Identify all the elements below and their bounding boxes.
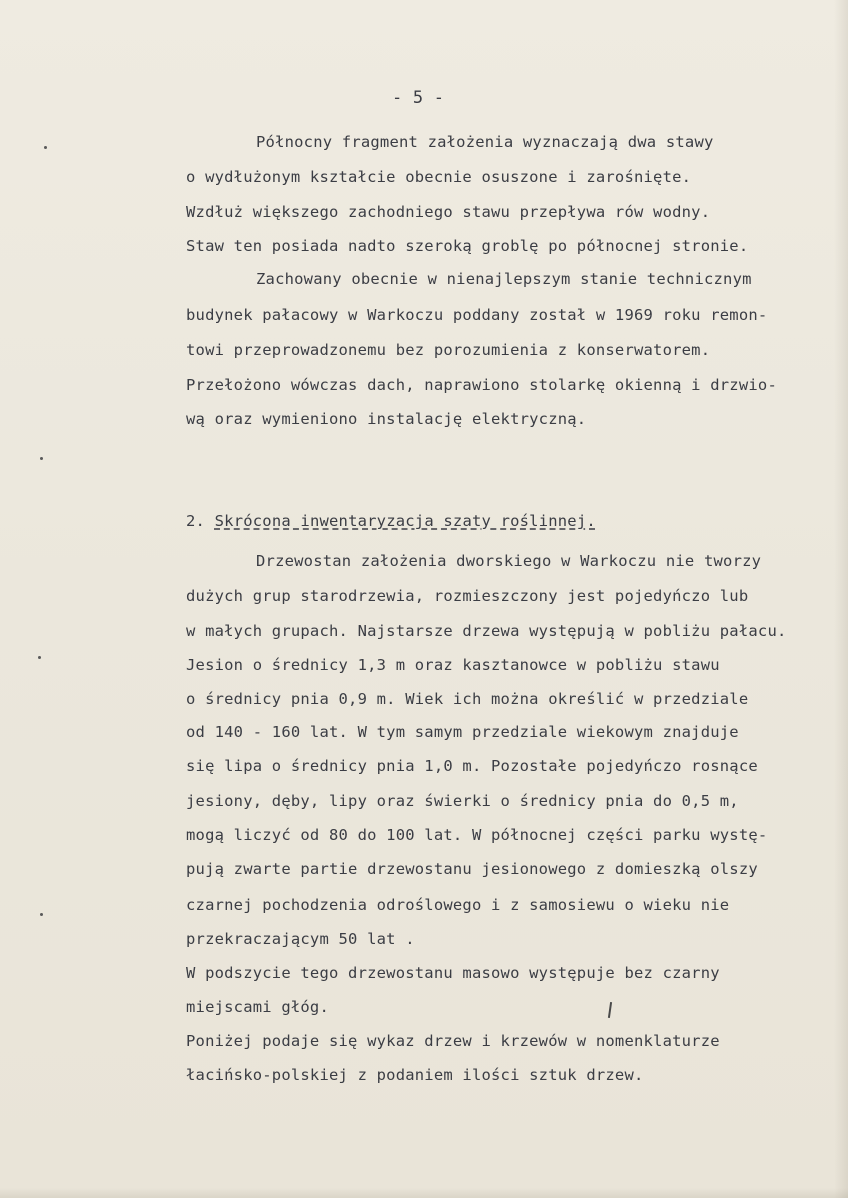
text-line: Drzewostan założenia dworskiego w Warkoczu nie tworzy [256,552,762,570]
text-line: Przełożono wówczas dach, naprawiono stolarkę okienną i drzwio- [186,376,777,394]
text-line: o średnicy pnia 0,9 m. Wiek ich można określić w przedziale [186,690,749,708]
scan-speck [44,146,47,149]
page-number: - 5 - [392,88,445,108]
text-line: Jesion o średnicy 1,3 m oraz kasztanowce w pobliżu stawu [186,656,720,674]
page-edge-shadow-bottom [0,1188,848,1198]
section-heading [186,512,596,530]
text-line: dużych grup starodrzewia, rozmieszczony jest pojedyńczo lub [186,587,749,605]
text-line: czarnej pochodzenia odroślowego i z samosiewu o wieku nie [186,896,730,914]
scan-speck [40,457,43,460]
text-line: łacińsko-polskiej z podaniem ilości sztuk drzew. [186,1066,644,1084]
text-line: jesiony, dęby, lipy oraz świerki o średnicy pnia do 0,5 m, [186,792,739,810]
text-line: Staw ten posiada nadto szeroką groblę po północnej stronie. [186,237,749,255]
text-line: w małych grupach. Najstarsze drzewa występują w pobliżu pałacu. [186,622,787,640]
text-line: miejscami głóg. [186,998,329,1016]
page-edge-shadow [834,0,848,1198]
section-number: 2. [186,512,206,530]
section-title: Skrócona inwentaryzacja szaty roślinnej. [214,512,596,530]
text-line: Wzdłuż większego zachodniego stawu przepływa rów wodny. [186,203,711,221]
text-line: Północny fragment założenia wyznaczają dwa stawy [256,133,714,151]
text-line: się lipa o średnicy pnia 1,0 m. Pozostałe pojedyńczo rosnące [186,757,758,775]
text-line: o wydłużonym kształcie obecnie osuszone i zarośnięte. [186,168,692,186]
text-line: pują zwarte partie drzewostanu jesionowego z domieszką olszy [186,860,758,878]
text-line: budynek pałacowy w Warkoczu poddany został w 1969 roku remon- [186,306,768,324]
text-line: W podszycie tego drzewostanu masowo występuje bez czarny [186,964,720,982]
text-line: przekraczającym 50 lat . [186,930,415,948]
text-line: towi przeprowadzonemu bez porozumienia z konserwatorem. [186,341,711,359]
text-line: od 140 - 160 lat. W tym samym przedziale wiekowym znajduje [186,723,739,741]
pen-mark [608,1002,612,1018]
scan-speck [40,913,43,916]
text-line: Poniżej podaje się wykaz drzew i krzewów w nomenklaturze [186,1032,720,1050]
text-line: wą oraz wymieniono instalację elektryczną. [186,410,587,428]
text-line: mogą liczyć od 80 do 100 lat. W północnej części parku wystę- [186,826,768,844]
scan-speck [38,656,41,659]
text-line: Zachowany obecnie w nienajlepszym stanie technicznym [256,270,752,288]
